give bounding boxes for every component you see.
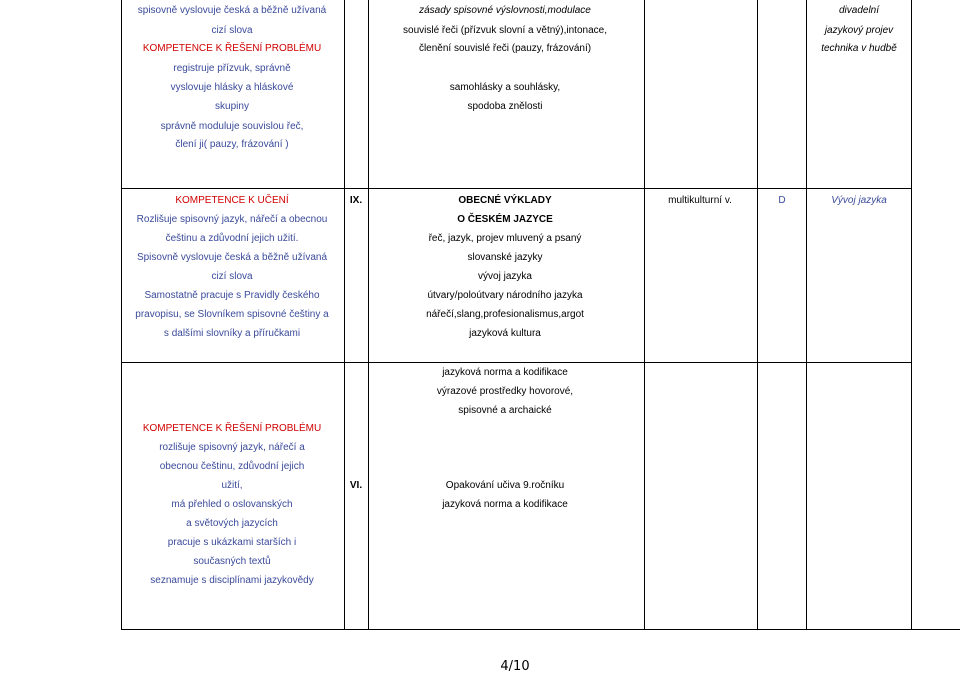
outcome-text: a světových jazycích (186, 518, 278, 529)
column-divider (757, 0, 758, 630)
outcome-text: Samostatně pracuje s Pravidly českého (144, 290, 320, 301)
table-border-left (121, 0, 122, 630)
crosscurricular-text: technika v hudbě (821, 43, 897, 54)
curriculum-text: jazyková norma a kodifikace (442, 367, 568, 378)
outcome-text: cizí slova (211, 25, 253, 36)
outcome-text: vyslovuje hlásky a hláskové (170, 82, 294, 93)
curriculum-text: slovanské jazyky (467, 252, 543, 263)
curriculum-text: souvislé řeči (přízvuk slovní a větný),intonace, (403, 25, 607, 36)
column-divider (644, 0, 645, 630)
competence-heading: KOMPETENCE K ŘEŠENÍ PROBLÉMU (142, 423, 322, 434)
outcome-text: skupiny (215, 101, 249, 112)
curriculum-text: útvary/poloútvary národního jazyka (427, 290, 583, 301)
outcome-text: má přehled o oslovanských (171, 499, 293, 510)
curriculum-text: vývoj jazyka (478, 271, 532, 282)
curriculum-text: spisovné a archaické (458, 405, 552, 416)
curriculum-text: Opakování učiva 9.ročníku (445, 480, 565, 491)
curriculum-text: nářečí,slang,profesionalismus,argot (426, 309, 584, 320)
outcome-text: češtinu a zdůvodní jejich užití. (165, 233, 299, 244)
section-heading: O ČESKÉM JAZYCE (457, 214, 553, 225)
page-number: 4/10 (500, 659, 530, 674)
outcome-text: spisovně vyslovuje česká a běžně užívaná (137, 5, 327, 16)
outcome-text: registruje přízvuk, správně (173, 63, 291, 74)
crosscurricular-topic: multikulturní v. (668, 195, 732, 206)
curriculum-text: jazyková kultura (469, 328, 541, 339)
crosscurricular-text: divadelní (838, 5, 880, 16)
outcome-text: seznamuje s disciplínami jazykovědy (150, 575, 314, 586)
section-divider (121, 188, 911, 189)
outcome-text: současných textů (193, 556, 271, 567)
curriculum-text: členění souvislé řeči (pauzy, frázování) (418, 43, 592, 54)
outcome-text: rozlišuje spisovný jazyk, nářečí a (159, 442, 305, 453)
section-heading: OBECNÉ VÝKLADY (458, 195, 552, 206)
outcome-text: pravopisu, se Slovníkem spisovné češtiny a (135, 309, 329, 320)
curriculum-text: výrazové prostředky hovorové, (436, 386, 574, 397)
column-divider (344, 0, 345, 630)
outcome-text: obecnou češtinu, zdůvodní jejich (159, 461, 305, 472)
curriculum-text: samohlásky a souhlásky, (449, 82, 561, 93)
outcome-text: Spisovně vyslovuje česká a běžně užívaná (136, 252, 328, 263)
curriculum-text: spodoba znělosti (467, 101, 543, 112)
section-divider (121, 362, 911, 363)
outcome-text: s dalšími slovníky a příručkami (163, 328, 301, 339)
curriculum-text: řeč, jazyk, projev mluvený a psaný (428, 233, 582, 244)
outcome-text: cizí slova (211, 271, 253, 282)
outcome-text: správně moduluje souvislou řeč, (160, 121, 304, 132)
curriculum-text: zásady spisovné výslovnosti,modulace (419, 5, 591, 16)
grade-label: IX. (349, 195, 363, 206)
outcome-text: užití, (221, 480, 243, 491)
column-divider (806, 0, 807, 630)
crosscurricular-code: D (778, 195, 786, 206)
grade-label: VI. (349, 480, 363, 491)
outcome-text: Rozlišuje spisovný jazyk, nářečí a obecnou (136, 214, 328, 225)
table-border-bottom (121, 629, 960, 630)
crosscurricular-text: jazykový projev (824, 25, 894, 36)
column-divider (911, 0, 912, 630)
curriculum-text: jazyková norma a kodifikace (442, 499, 568, 510)
competence-heading: KOMPETENCE K UČENÍ (175, 195, 289, 206)
outcome-text: pracuje s ukázkami starších i (167, 537, 297, 548)
outcome-text: člení ji( pauzy, frázování ) (175, 139, 289, 150)
competence-heading: KOMPETENCE K ŘEŠENÍ PROBLÉMU (142, 43, 322, 54)
crosscurricular-topic: Vývoj jazyka (831, 195, 887, 206)
column-divider (368, 0, 369, 630)
